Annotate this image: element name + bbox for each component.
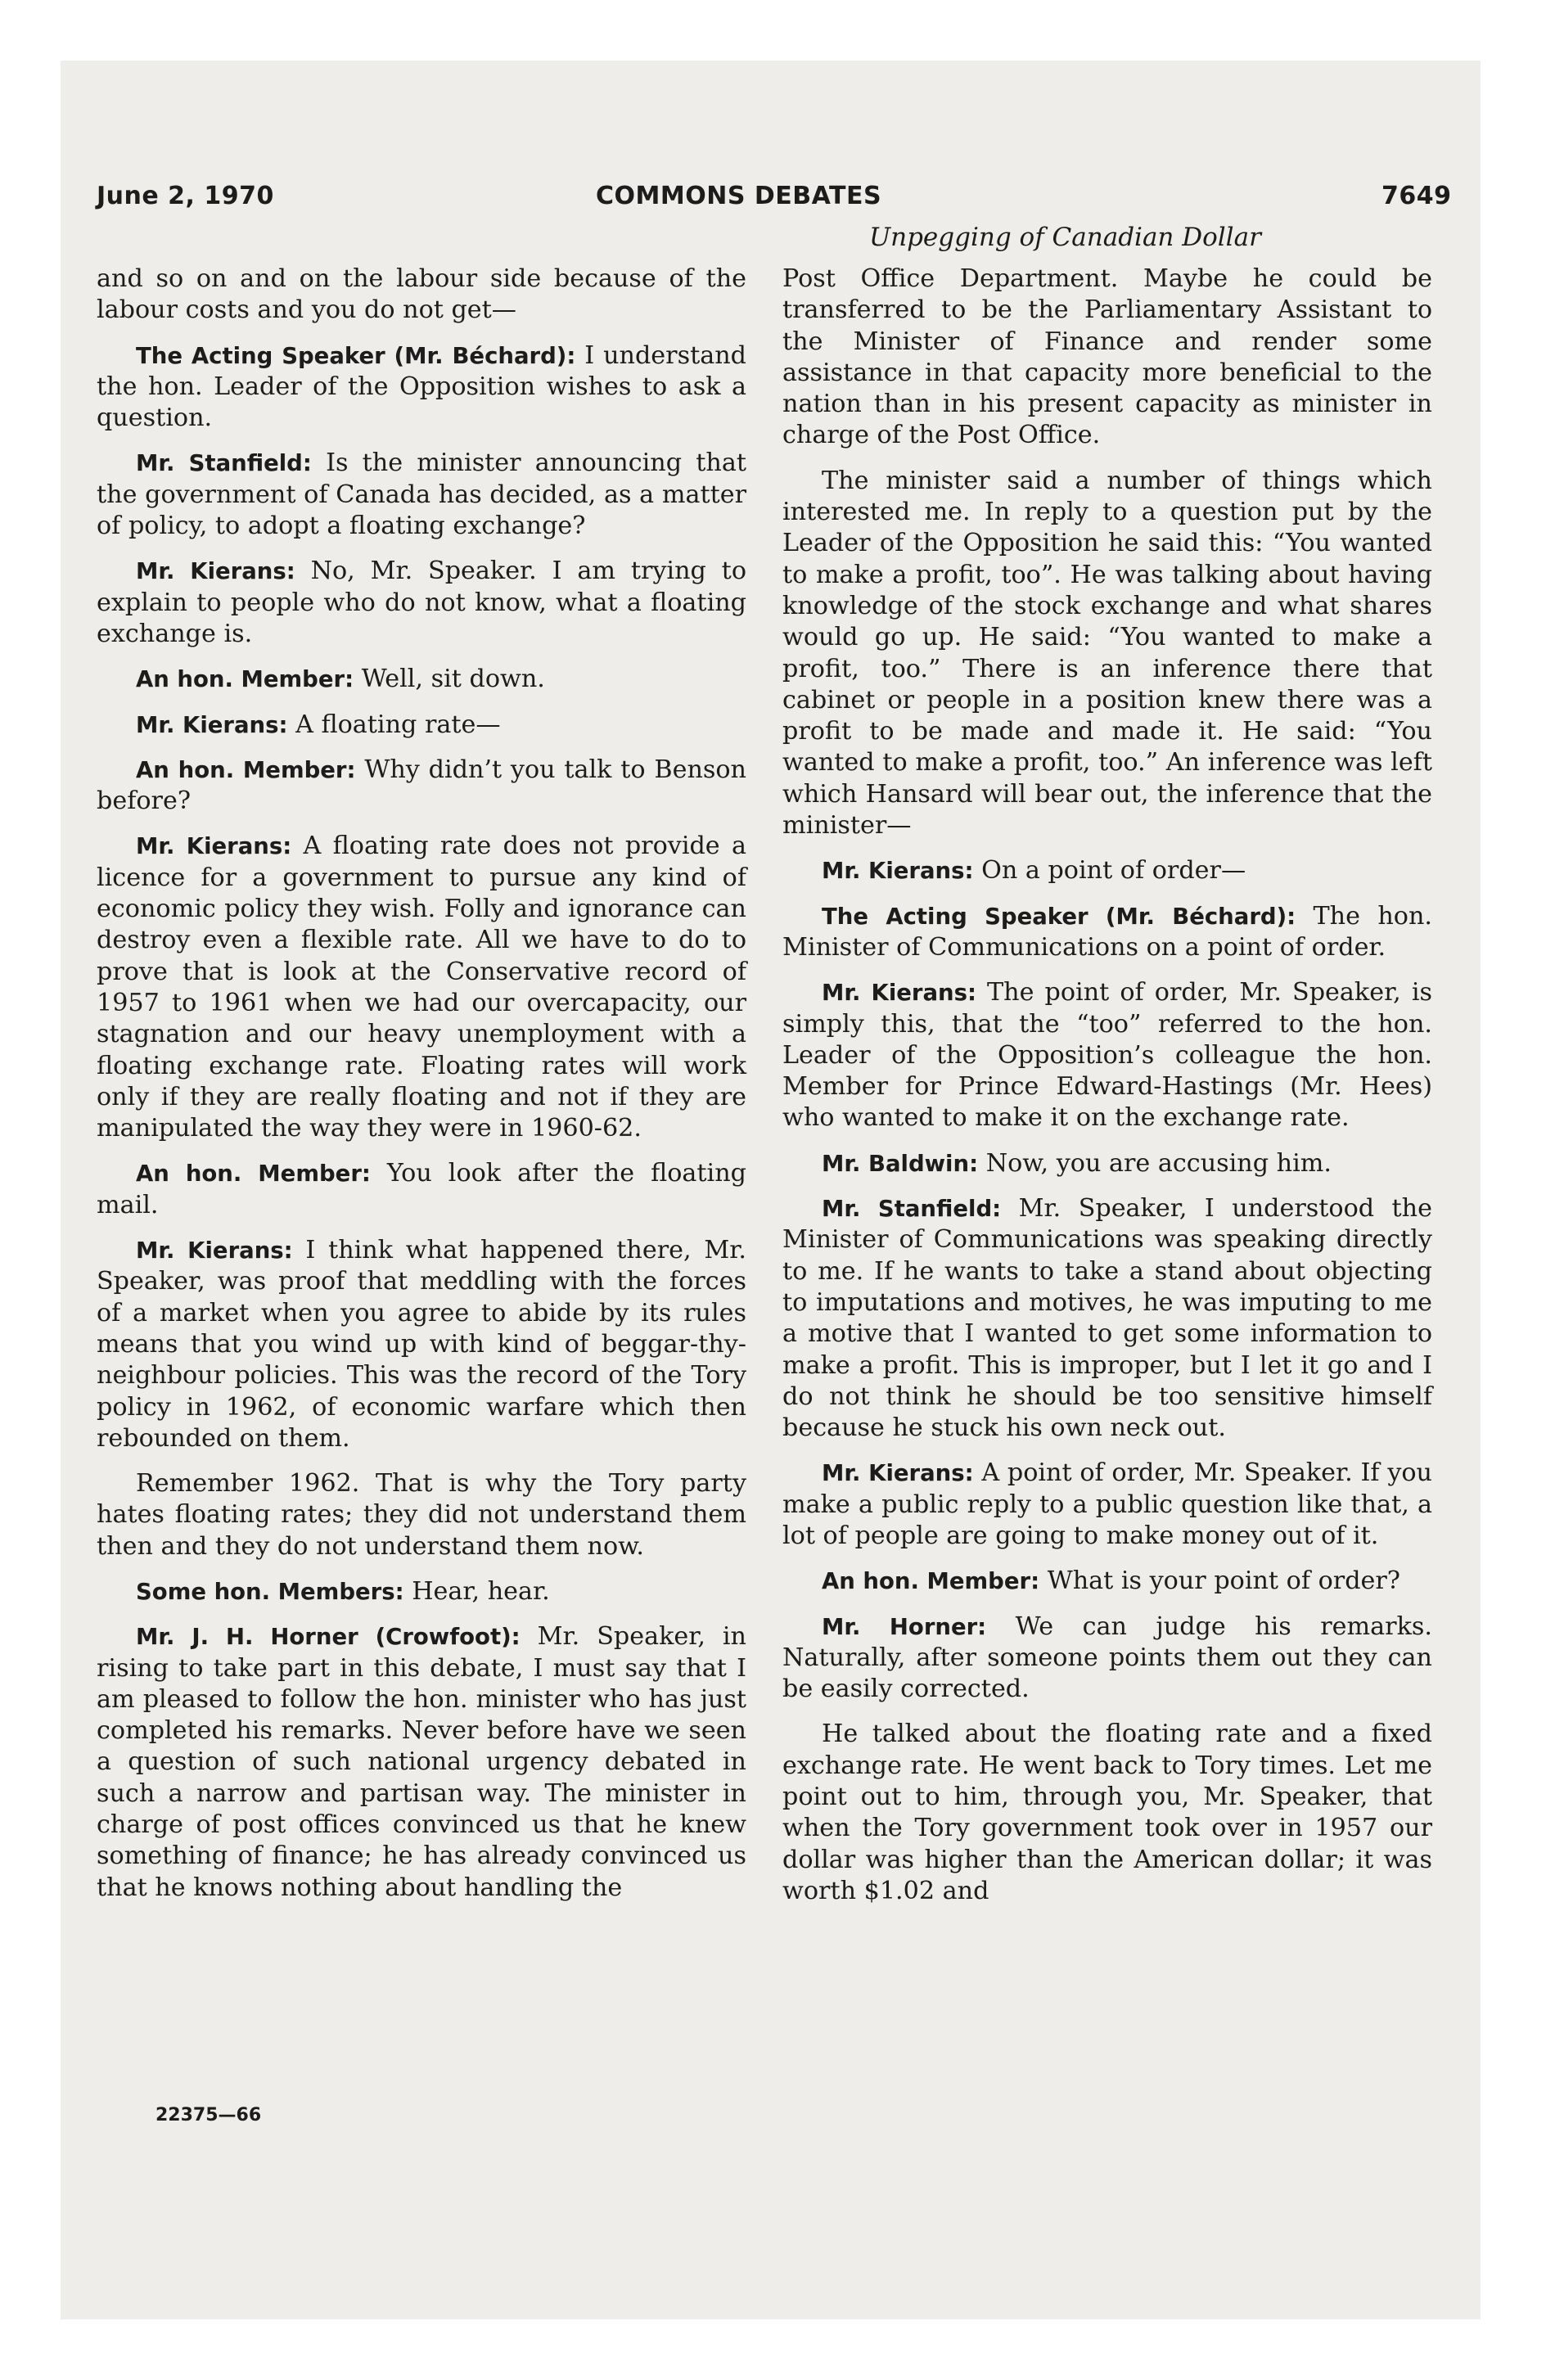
speaker-name: Mr. Kierans: (136, 1237, 293, 1264)
header-title: COMMONS DEBATES (596, 182, 882, 210)
paragraph (97, 831, 746, 1144)
paragraph (782, 1458, 1432, 1552)
speaker-name: The Acting Speaker (Mr. Béchard): (822, 903, 1296, 930)
paragraph (97, 710, 746, 741)
speaker-name: An hon. Member: (822, 1568, 1040, 1595)
paragraph-text: Is the minister announcing that the government of Canada has decided, as a matter of policy, to adopt a floating exchange? (97, 449, 746, 541)
speaker-name: Mr. Kierans: (136, 711, 288, 738)
speaker-name: Mr. Kierans: (822, 980, 976, 1007)
paragraph (782, 901, 1432, 964)
paragraph (782, 1148, 1432, 1179)
paragraph-text: Now, you are accusing him. (985, 1148, 1332, 1178)
paragraph-text: Hear, hear. (412, 1576, 550, 1606)
paragraph (97, 448, 746, 542)
speaker-name: Mr. Kierans: (822, 1460, 974, 1487)
paragraph (782, 1193, 1432, 1444)
paragraph-text: Post Office Department. Maybe he could be transferred to be the Parliamentary Assistant to the Minister of Finance and render some assistance in that capacity more beneficial to the nation than in his present capacity as minister in charge of the Post Office. (782, 264, 1432, 450)
paragraph-text: He talked about the floating rate and a fixed exchange rate. He went back to Tory times. Let me point out to him, through you, Mr. Speaker, that when the Tory government took over in 1957 our dollar was higher than the American dollar; it was worth $1.02 and (782, 1720, 1432, 1905)
paragraph (782, 1566, 1432, 1597)
right-column (782, 264, 1432, 1921)
paragraph-text: I understand the hon. Leader of the Opposition wishes to ask a question. (97, 340, 746, 433)
left-column (97, 264, 746, 1918)
speaker-name: Mr. Kierans: (822, 858, 974, 885)
paragraph-text: On a point of order— (981, 856, 1246, 886)
speaker-name: Mr. Horner: (822, 1613, 987, 1640)
speaker-name: Mr. Stanfield: (136, 450, 312, 477)
paragraph (97, 1235, 746, 1454)
paragraph-text: Mr. Speaker, I understood the Minister of Communications was speaking directly to me. If he wants to take a stand about objecting to imputations and motives, he was imputing to me a motive that I wanted to get some information to make a profit. This is improper, but I let it go and I do not think he should be too sensitive himself because he stuck his own neck out. (782, 1194, 1432, 1443)
paragraph (782, 977, 1432, 1134)
header-date: June 2, 1970 (97, 182, 274, 210)
paragraph-text: What is your point of order? (1047, 1566, 1400, 1596)
paragraph-text: Why didn’t you talk to Benson before? (97, 755, 746, 816)
paragraph (97, 264, 746, 327)
paragraph (782, 264, 1432, 452)
paragraph-text: and so on and on the labour side because of the labour costs and you do not get— (97, 264, 746, 325)
paragraph (97, 340, 746, 435)
paragraph-text: A floating rate does not provide a licence for a government to pursue any kind of economic policy they wish. Folly and ignorance can destroy even a flexible rate. All we have to do to prove that is look at the Conservative record of 1957 to 1961 when we had our overcapacity, our stagnation and our heavy unemployment with a floating exchange rate. Floating rates will work only if they are really floating and not if they are manipulated the way they were in 1960-62. (97, 832, 746, 1143)
paragraph-text: Well, sit down. (361, 665, 545, 694)
paragraph-text: A point of order, Mr. Speaker. If you make a public reply to a public question like that, a lot of people are going to make money out of it. (782, 1458, 1432, 1550)
paragraph-text: A floating rate— (295, 710, 501, 739)
speaker-name: An hon. Member: (136, 666, 354, 693)
paragraph-text: Remember 1962. That is why the Tory party hates floating rates; they did not understand them then and they do not understand them now. (97, 1469, 746, 1561)
speaker-name: Mr. Kierans: (136, 833, 292, 860)
speaker-name: An hon. Member: (136, 1161, 371, 1188)
speaker-name: Mr. Stanfield: (822, 1196, 1002, 1223)
paragraph-text: Mr. Speaker, in rising to take part in this debate, I must say that I am pleased to follow the hon. minister who has just completed his remarks. Never before have we seen a question of such national urgency debated in such a narrow and partisan way. The minister in charge of post offices convinced us that he knew something of finance; he has already convinced us that he knows nothing about handling the (97, 1622, 746, 1902)
speaker-name: Mr. Kierans: (136, 558, 295, 585)
section-subtitle: Unpegging of Canadian Dollar (869, 223, 1261, 252)
paragraph-text: The hon. Minister of Communications on a point of order. (782, 901, 1432, 962)
paragraph-text: I think what happened there, Mr. Speaker, was proof that meddling with the forces of a market when you agree to abide by its rules means that you wind up with kind of beggar-thy-neighbour policies. This was the record of the Tory policy in 1962, of economic warfare which then rebounded on them. (97, 1236, 746, 1453)
paragraph-text: We can judge his remarks. Naturally, after someone points them out they can be easily corrected. (782, 1611, 1432, 1704)
paragraph-text: The minister said a number of things which interested me. In reply to a question put by the Leader of the Opposition he said this: “You wanted to make a profit, too”. He was talking about having knowledge of the stock exchange and what shares would go up. He said: “You wanted to make a profit, too.” There is an inference there that cabinet or people in a position knew there was a profit to be made and made it. He said: “You wanted to make a profit, too.” An inference was left which Hansard will bear out, the inference that the minister— (782, 466, 1432, 841)
paragraph (782, 1611, 1432, 1706)
paragraph (97, 1158, 746, 1221)
paragraph-text: You look after the floating mail. (97, 1159, 746, 1219)
speaker-name: Mr. J. H. Horner (Crowfoot): (136, 1624, 521, 1651)
paragraph (97, 664, 746, 695)
paragraph (97, 556, 746, 650)
paragraph (97, 1468, 746, 1562)
printer-code: 22375—66 (156, 2105, 262, 2125)
paragraph (97, 755, 746, 818)
paragraph-text: The point of order, Mr. Speaker, is simply this, that the “too” referred to the hon. Leader of the Opposition’s colleague the hon. Member for Prince Edward-Hastings (Mr. Hees) who wanted to make it on the exchange rate. (782, 978, 1432, 1133)
paragraph (782, 1719, 1432, 1907)
speaker-name: The Acting Speaker (Mr. Béchard): (136, 342, 576, 369)
speaker-name: Some hon. Members: (136, 1578, 404, 1605)
speaker-name: An hon. Member: (136, 756, 356, 783)
paragraph (97, 1621, 746, 1904)
paragraph-text: No, Mr. Speaker. I am trying to explain to people who do not know, what a floating exchange is. (97, 557, 746, 648)
speaker-name: Mr. Baldwin: (822, 1150, 979, 1177)
page-number: 7649 (1381, 182, 1452, 210)
paragraph (782, 466, 1432, 842)
paragraph (97, 1576, 746, 1607)
paragraph (782, 855, 1432, 886)
